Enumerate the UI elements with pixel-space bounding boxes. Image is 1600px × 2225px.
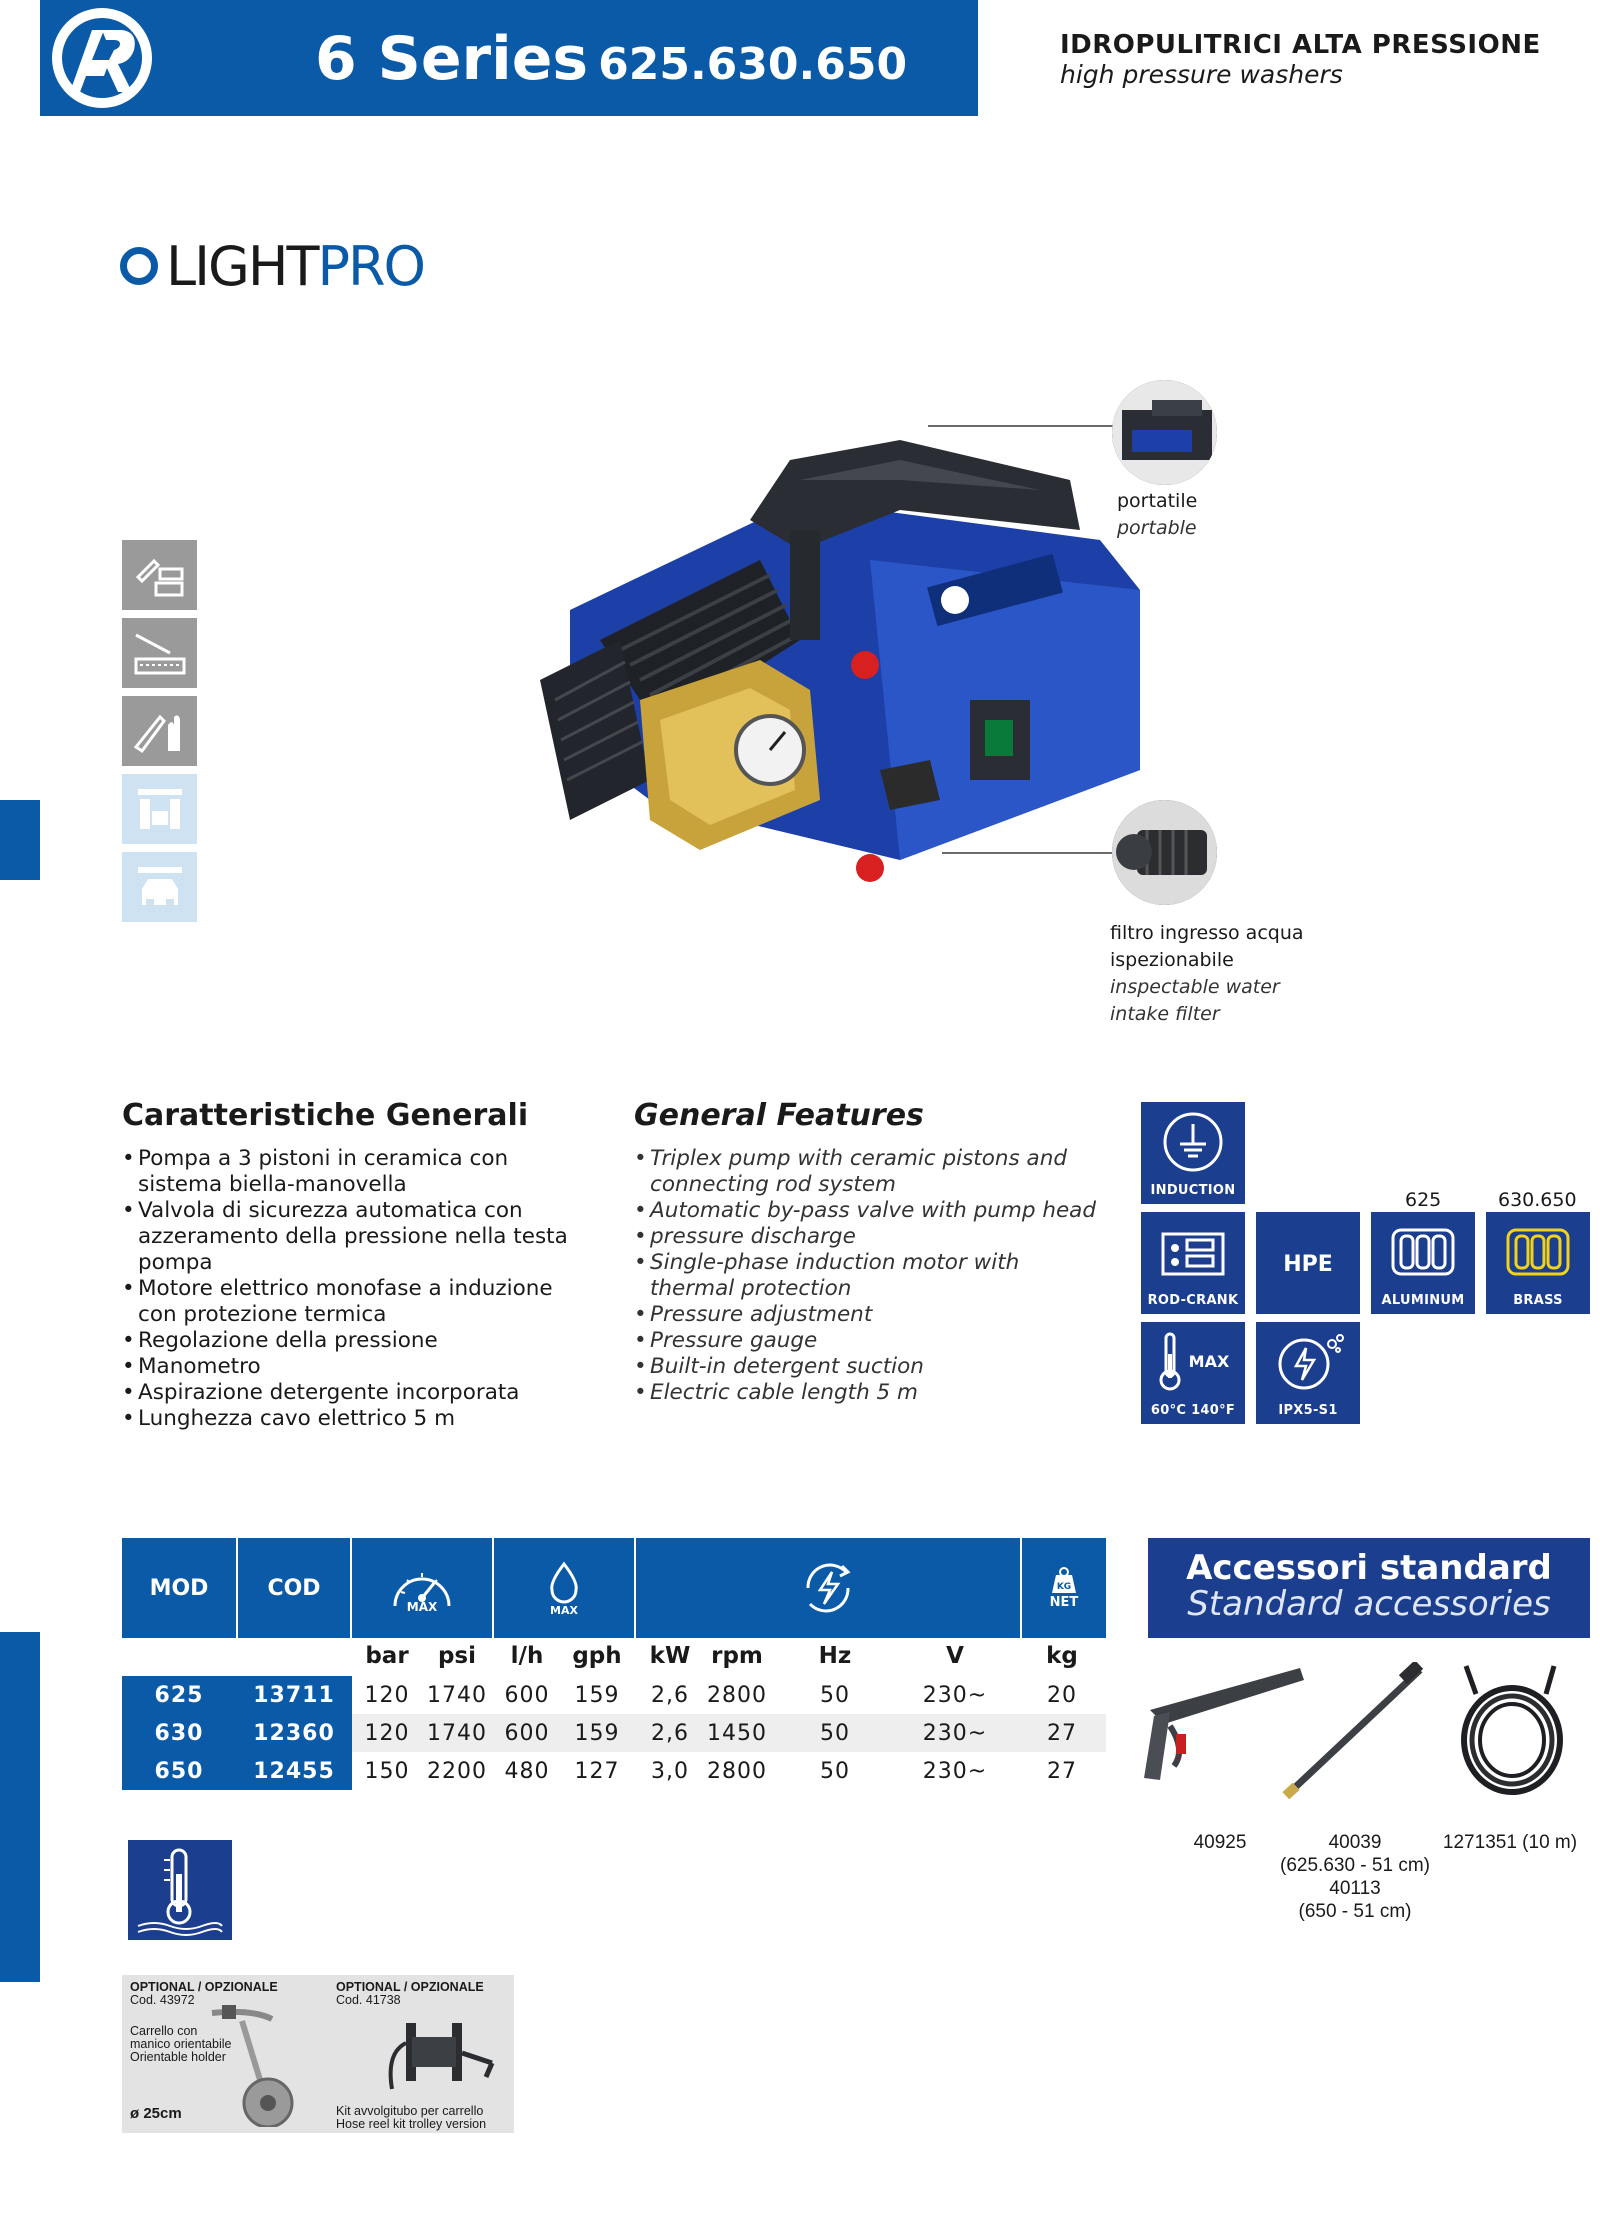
feature-en-item: • Electric cable length 5 m bbox=[634, 1380, 1104, 1406]
cell-v: 230~ bbox=[922, 1720, 988, 1746]
callout-filter-en1: inspectable water bbox=[1110, 976, 1280, 998]
cell-rpm: 1450 bbox=[707, 1720, 767, 1746]
badge-temp-label: 60°C 140°F bbox=[1150, 1403, 1236, 1418]
optional-1-desc1: Carrello con bbox=[130, 2024, 198, 2038]
cell-v: 230~ bbox=[922, 1682, 988, 1708]
badge-aluminum-label: ALUMINUM bbox=[1381, 1293, 1465, 1308]
cell-mod: 650 bbox=[122, 1752, 236, 1790]
cell-rpm: 2800 bbox=[707, 1682, 767, 1708]
flow-max-label: MAX bbox=[550, 1603, 578, 1617]
cell-bar: 120 bbox=[364, 1682, 410, 1708]
features-it-title: Caratteristiche Generali bbox=[122, 1098, 529, 1133]
cell-cod: 13711 bbox=[236, 1676, 352, 1714]
brass-model: 630.650 bbox=[1498, 1189, 1577, 1211]
hose-reel-image bbox=[382, 2003, 502, 2093]
badge-rod-crank-label: ROD-CRANK bbox=[1147, 1293, 1239, 1308]
water-drop-icon bbox=[544, 1560, 584, 1604]
cell-cod: 12360 bbox=[236, 1714, 352, 1752]
optional-1-desc3: Orientable holder bbox=[130, 2050, 226, 2064]
unit-rpm: rpm bbox=[711, 1643, 763, 1669]
accessory-code-gun: 40925 bbox=[1193, 1832, 1247, 1853]
optional-box bbox=[122, 1975, 514, 2133]
weight-net-label: NET bbox=[1049, 1594, 1079, 1610]
cell-cod: 12455 bbox=[236, 1752, 352, 1790]
optional-2-title: OPTIONAL / OPZIONALE bbox=[336, 1980, 484, 1994]
cell-gph: 127 bbox=[574, 1758, 620, 1784]
filter-detail-icon bbox=[1112, 800, 1217, 905]
callout-filter-it1: filtro ingresso acqua bbox=[1110, 922, 1304, 944]
feature-it-item: • Aspirazione detergente incorporata bbox=[122, 1380, 592, 1406]
cell-psi: 1740 bbox=[427, 1682, 487, 1708]
use-icon-car bbox=[122, 852, 197, 922]
accessory-code-hose: 1271351 (10 m) bbox=[1442, 1832, 1578, 1853]
cell-gph: 159 bbox=[574, 1682, 620, 1708]
accessory-note-lance-1: (625.630 - 51 cm) bbox=[1280, 1855, 1430, 1876]
cell-psi: 1740 bbox=[427, 1720, 487, 1746]
badge-rod-crank bbox=[1141, 1212, 1245, 1314]
svg-text:KG: KG bbox=[1056, 1581, 1072, 1592]
trolley-image bbox=[202, 1999, 302, 2127]
waterproof-icon bbox=[1268, 1330, 1348, 1394]
optional-1-desc2: manico orientabile bbox=[130, 2037, 232, 2051]
badge-hpe-label: HPE bbox=[1283, 1251, 1333, 1277]
cell-lh: 600 bbox=[504, 1682, 550, 1708]
callout-portable-en: portable bbox=[1117, 517, 1197, 539]
callout-line-filter bbox=[942, 852, 1112, 854]
badge-hpe bbox=[1256, 1212, 1360, 1314]
callout-portable-it: portatile bbox=[1117, 490, 1198, 512]
col-pressure bbox=[352, 1538, 492, 1638]
pressure-max-label: MAX bbox=[406, 1600, 438, 1614]
callout-filter-en2: intake filter bbox=[1110, 1003, 1220, 1025]
use-icon-workshop bbox=[122, 540, 197, 610]
cell-psi: 2200 bbox=[427, 1758, 487, 1784]
features-it-list bbox=[122, 1146, 592, 1432]
cell-bar: 150 bbox=[364, 1758, 410, 1784]
unit-kw: kW bbox=[649, 1643, 691, 1669]
brand-pro: PRO bbox=[317, 234, 425, 298]
feature-it-item: • Lunghezza cavo elettrico 5 m bbox=[122, 1406, 592, 1432]
unit-hz: Hz bbox=[818, 1643, 852, 1669]
category-it: IDROPULITRICI ALTA PRESSIONE bbox=[1060, 30, 1541, 60]
cell-v: 230~ bbox=[922, 1758, 988, 1784]
category-en: high pressure washers bbox=[1060, 60, 1343, 89]
cell-gph: 159 bbox=[574, 1720, 620, 1746]
series-name: 6 Series bbox=[315, 24, 589, 94]
cell-kg: 27 bbox=[1047, 1758, 1077, 1784]
badge-aluminum bbox=[1371, 1212, 1475, 1314]
feature-it-item: • Pompa a 3 pistoni in ceramica con sistema biella-manovella bbox=[122, 1146, 592, 1198]
table-row bbox=[122, 1676, 1106, 1714]
cell-kw: 3,0 bbox=[651, 1758, 689, 1784]
hot-water-icon bbox=[128, 1840, 232, 1940]
unit-psi: psi bbox=[437, 1643, 477, 1669]
badge-induction-label: INDUCTION bbox=[1150, 1183, 1236, 1198]
weight-icon bbox=[1046, 1567, 1082, 1595]
optional-2-desc1: Kit avvolgitubo per carrello bbox=[336, 2104, 484, 2118]
col-mod: MOD bbox=[149, 1575, 209, 1601]
brand-light: LIGHT bbox=[166, 234, 318, 298]
feature-en-item: • Built-in detergent suction bbox=[634, 1354, 1104, 1380]
col-electric bbox=[636, 1538, 1020, 1638]
cell-hz: 50 bbox=[820, 1682, 850, 1708]
badge-induction bbox=[1141, 1102, 1245, 1204]
series-title bbox=[315, 24, 907, 94]
accessories-header bbox=[1148, 1538, 1590, 1638]
badge-temp-max: MAX bbox=[1188, 1351, 1230, 1371]
col-flow bbox=[494, 1538, 634, 1638]
accessory-lance-codes bbox=[1270, 1831, 1440, 1923]
aluminum-pump-icon bbox=[1385, 1220, 1461, 1284]
features-en-list bbox=[634, 1146, 1104, 1406]
crankshaft-icon bbox=[1155, 1220, 1231, 1284]
optional-2-code: Cod. 41738 bbox=[336, 1993, 401, 2007]
ar-logo bbox=[40, 0, 164, 116]
cell-lh: 480 bbox=[504, 1758, 550, 1784]
lightpro-logo bbox=[120, 236, 424, 296]
accessories-title-en: Standard accessories bbox=[1187, 1584, 1551, 1624]
thermometer-icon bbox=[1157, 1330, 1183, 1392]
use-icon-carwash bbox=[122, 774, 197, 844]
callout-line-portable bbox=[928, 425, 1123, 427]
unit-gph: gph bbox=[572, 1643, 622, 1669]
zoom-handle bbox=[1112, 380, 1217, 485]
side-tab-top bbox=[0, 800, 40, 880]
feature-it-item: • Valvola di sicurezza automatica con azzeramento della pressione nella testa pompa bbox=[122, 1198, 592, 1276]
series-models: 625.630.650 bbox=[598, 39, 908, 90]
feature-en-item: • Triplex pump with ceramic pistons and connecting rod system bbox=[634, 1146, 1104, 1198]
brass-pump-icon bbox=[1500, 1220, 1576, 1284]
feature-it-item: • Regolazione della pressione bbox=[122, 1328, 592, 1354]
spec-table-header bbox=[122, 1538, 1106, 1638]
callout-filter-it2: ispezionabile bbox=[1110, 949, 1234, 971]
features-en-title: General Features bbox=[634, 1098, 924, 1133]
cell-kg: 27 bbox=[1047, 1720, 1077, 1746]
use-icon-agriculture bbox=[122, 618, 197, 688]
cell-kw: 2,6 bbox=[651, 1682, 689, 1708]
handle-detail-icon bbox=[1112, 380, 1217, 485]
feature-en-item: • Single-phase induction motor with thermal protection bbox=[634, 1250, 1104, 1302]
cell-bar: 120 bbox=[364, 1720, 410, 1746]
table-row bbox=[122, 1714, 1106, 1752]
col-cod: COD bbox=[267, 1575, 321, 1601]
electric-power-icon bbox=[796, 1558, 860, 1618]
accessory-note-lance-2: (650 - 51 cm) bbox=[1298, 1901, 1412, 1922]
use-icon-diy bbox=[122, 696, 197, 766]
unit-bar: bar bbox=[365, 1643, 409, 1669]
accessories-title-it: Accessori standard bbox=[1186, 1548, 1552, 1588]
optional-2-desc2: Hose reel kit trolley version bbox=[336, 2117, 487, 2131]
feature-en-item: • Pressure gauge bbox=[634, 1328, 1104, 1354]
feature-en-item: • Automatic by-pass valve with pump head bbox=[634, 1198, 1104, 1224]
feature-it-item: • Manometro bbox=[122, 1354, 592, 1380]
cell-kg: 20 bbox=[1047, 1682, 1077, 1708]
pressure-washer-image bbox=[500, 440, 1170, 900]
cell-mod: 630 bbox=[122, 1714, 236, 1752]
badge-temp bbox=[1141, 1322, 1245, 1424]
badge-brass bbox=[1486, 1212, 1590, 1314]
feature-en-item: • Pressure adjustment bbox=[634, 1302, 1104, 1328]
unit-lh: l/h bbox=[510, 1643, 544, 1669]
cell-kw: 2,6 bbox=[651, 1720, 689, 1746]
aluminum-model: 625 bbox=[1405, 1189, 1442, 1211]
badge-brass-label: BRASS bbox=[1513, 1293, 1563, 1308]
cell-hz: 50 bbox=[820, 1758, 850, 1784]
unit-kg: kg bbox=[1046, 1643, 1078, 1669]
cell-rpm: 2800 bbox=[707, 1758, 767, 1784]
accessory-code-lance-2: 40113 bbox=[1329, 1878, 1381, 1899]
lance-image bbox=[1280, 1662, 1430, 1802]
callout-portable bbox=[1117, 488, 1197, 542]
optional-1-code: Cod. 43972 bbox=[130, 1993, 195, 2007]
cell-mod: 625 bbox=[122, 1676, 236, 1714]
cell-lh: 600 bbox=[504, 1720, 550, 1746]
accessory-code-lance: 40039 bbox=[1328, 1832, 1382, 1853]
feature-it-item: • Motore elettrico monofase a induzione con protezione termica bbox=[122, 1276, 592, 1328]
optional-1-size: ø 25cm bbox=[130, 2105, 182, 2122]
ring-icon bbox=[120, 247, 158, 285]
side-tab-bottom bbox=[0, 1632, 40, 1982]
callout-filter bbox=[1110, 920, 1304, 1028]
unit-v: V bbox=[946, 1643, 964, 1669]
table-row bbox=[122, 1752, 1106, 1790]
col-weight bbox=[1022, 1538, 1106, 1638]
ground-icon bbox=[1158, 1110, 1228, 1174]
badge-ipx-label: IPX5-S1 bbox=[1278, 1403, 1338, 1418]
badge-ipx bbox=[1256, 1322, 1360, 1424]
hose-image bbox=[1446, 1660, 1576, 1800]
zoom-filter bbox=[1112, 800, 1217, 905]
cell-hz: 50 bbox=[820, 1720, 850, 1746]
optional-1-title: OPTIONAL / OPZIONALE bbox=[130, 1980, 278, 1994]
feature-en-item: • pressure discharge bbox=[634, 1224, 1104, 1250]
